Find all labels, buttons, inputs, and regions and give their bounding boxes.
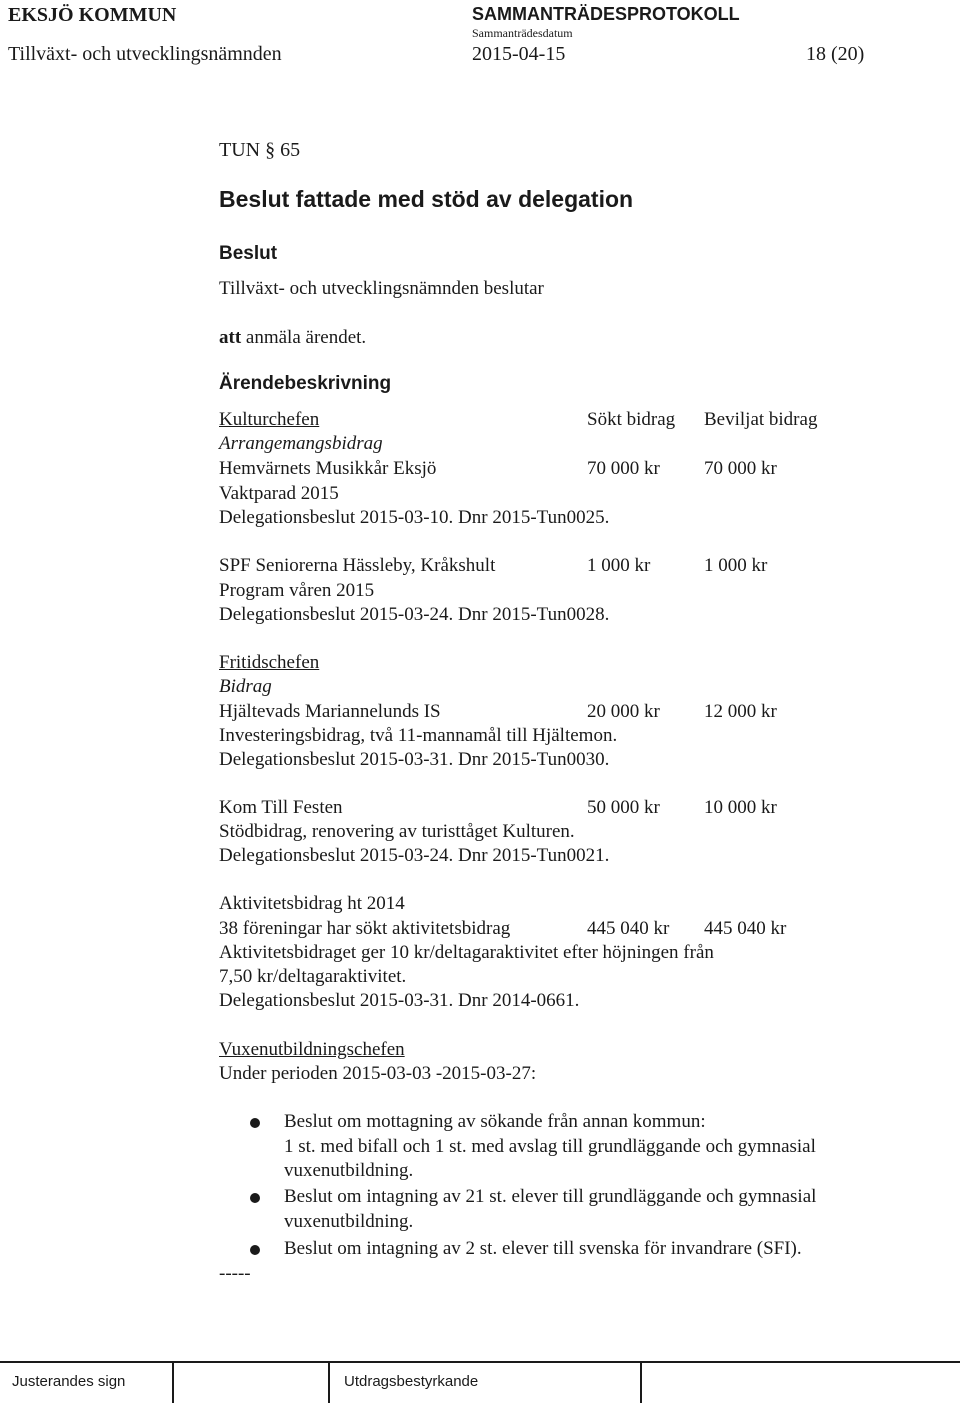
col-sokt-bidrag: Sökt bidrag <box>587 409 676 430</box>
role-vuxenutbildningschefen: Vuxenutbildningschefen <box>219 1039 405 1060</box>
entry-detail: Investeringsbidrag, två 11-mannamål till Hjältemon. <box>219 725 618 746</box>
item-number: TUN § 65 <box>219 139 301 161</box>
category-arrangemangsbidrag: Arrangemangsbidrag <box>219 433 383 454</box>
att-rest: anmäla ärendet. <box>241 327 367 348</box>
date-caption: Sammanträdesdatum <box>472 26 573 40</box>
entry-name: 38 föreningar har sökt aktivitetsbidrag <box>219 918 511 939</box>
entry-beviljat: 1 000 kr <box>704 555 768 576</box>
entry-beviljat: 10 000 kr <box>704 797 777 818</box>
footer-utdragsbestyrkande: Utdragsbestyrkande <box>344 1373 479 1390</box>
entry-detail: Stödbidrag, renovering av turisttåget Kulturen. <box>219 821 575 842</box>
entry-sokt: 20 000 kr <box>587 701 660 722</box>
entry-beviljat: 12 000 kr <box>704 701 777 722</box>
entry-delegation: Delegationsbeslut 2015-03-24. Dnr 2015-Tun0028. <box>219 604 610 625</box>
committee-name: Tillväxt- och utvecklingsnämnden <box>8 43 282 65</box>
footer-divider <box>0 1361 960 1363</box>
entry-sokt: 70 000 kr <box>587 458 660 479</box>
entry-delegation: Delegationsbeslut 2015-03-24. Dnr 2015-Tun0021. <box>219 845 610 866</box>
page-title: Beslut fattade med stöd av delegation <box>219 186 634 212</box>
entry-sokt: 445 040 kr <box>587 918 670 939</box>
entry-delegation: Delegationsbeslut 2015-03-31. Dnr 2014-0661. <box>219 990 580 1011</box>
entry-detail: Program våren 2015 <box>219 580 375 601</box>
bullet-line: Beslut om mottagning av sökande från annan kommun: <box>284 1111 706 1132</box>
entry-name: Kom Till Festen <box>219 797 343 818</box>
org-name: EKSJÖ KOMMUN <box>8 4 177 26</box>
entry-name: Hemvärnets Musikkår Eksjö <box>219 458 437 479</box>
period-text: Under perioden 2015-03-03 -2015-03-27: <box>219 1063 537 1084</box>
bullet-icon <box>250 1193 260 1203</box>
bullet-icon <box>250 1245 260 1255</box>
bullet-line: vuxenutbildning. <box>284 1211 414 1232</box>
footer-justerandes-sign: Justerandes sign <box>12 1373 126 1390</box>
col-beviljat-bidrag: Beviljat bidrag <box>704 409 818 430</box>
entry-beviljat: 70 000 kr <box>704 458 777 479</box>
entry-beviljat: 445 040 kr <box>704 918 787 939</box>
beslut-text: Tillväxt- och utvecklingsnämnden beslutar <box>219 278 544 299</box>
doc-type: SAMMANTRÄDESPROTOKOLL <box>472 4 740 24</box>
category-bidrag: Bidrag <box>219 676 272 697</box>
bullet-line: vuxenutbildning. <box>284 1160 414 1181</box>
end-mark: ----- <box>219 1263 251 1284</box>
arende-heading: Ärendebeskrivning <box>219 373 392 394</box>
entry-name: Hjältevads Mariannelunds IS <box>219 701 441 722</box>
aktivitetsbidrag-title: Aktivitetsbidrag ht 2014 <box>219 893 405 914</box>
bullet-line: 1 st. med bifall och 1 st. med avslag till grundläggande och gymnasial <box>284 1136 816 1157</box>
page-number: 18 (20) <box>806 43 865 65</box>
meeting-date: 2015-04-15 <box>472 43 566 65</box>
entry-name: SPF Seniorerna Hässleby, Kråkshult <box>219 555 496 576</box>
entry-sokt: 1 000 kr <box>587 555 651 576</box>
beslut-heading: Beslut <box>219 243 278 264</box>
entry-detail: Aktivitetsbidraget ger 10 kr/deltagaraktivitet efter höjningen från <box>219 942 714 963</box>
att-line <box>219 327 366 349</box>
bullet-line: Beslut om intagning av 2 st. elever till svenska för invandrare (SFI). <box>284 1238 802 1259</box>
role-fritidschefen: Fritidschefen <box>219 652 320 673</box>
footer-separator <box>328 1361 330 1403</box>
bullet-line: Beslut om intagning av 21 st. elever till grundläggande och gymnasial <box>284 1186 817 1207</box>
bullet-icon <box>250 1118 260 1128</box>
role-kulturchefen: Kulturchefen <box>219 409 320 430</box>
footer-separator <box>172 1361 174 1403</box>
entry-delegation: Delegationsbeslut 2015-03-10. Dnr 2015-Tun0025. <box>219 507 610 528</box>
entry-detail: 7,50 kr/deltagaraktivitet. <box>219 966 407 987</box>
entry-delegation: Delegationsbeslut 2015-03-31. Dnr 2015-Tun0030. <box>219 749 610 770</box>
entry-detail: Vaktparad 2015 <box>219 483 339 504</box>
footer-separator <box>640 1361 642 1403</box>
entry-sokt: 50 000 kr <box>587 797 660 818</box>
att-word: att <box>219 327 242 348</box>
